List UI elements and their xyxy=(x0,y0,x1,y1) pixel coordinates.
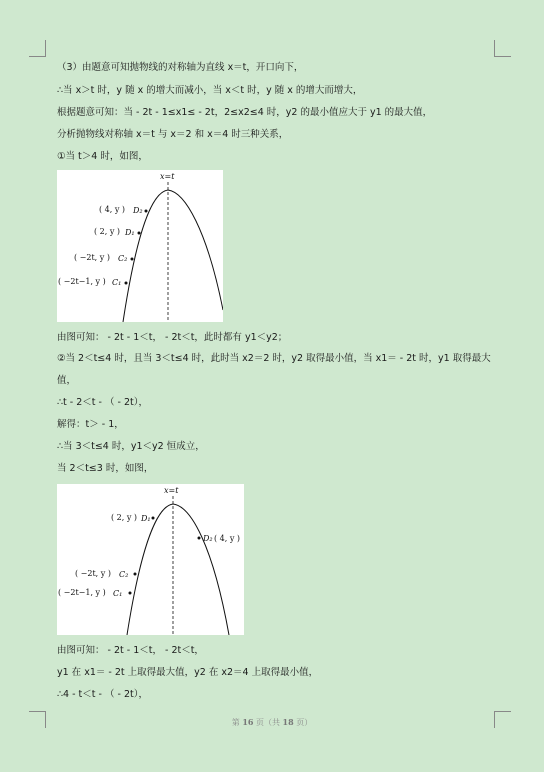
label-p1: ( 4, y ) xyxy=(99,205,126,214)
point-c1 xyxy=(129,592,132,595)
footer-suffix: 页） xyxy=(296,718,313,727)
text-line-6: 由图可知： - 2t - 1＜t， - 2t＜t，此时都有 y1＜y2； xyxy=(57,332,288,343)
point-c1 xyxy=(125,282,128,285)
label-p4: ( −2t−1, y ) xyxy=(58,588,106,597)
text-line-4: 分析抛物线对称轴 x＝t 与 x＝2 和 x＝4 时三种关系， xyxy=(57,129,289,140)
text-line-5: ①当 t＞4 时，如图， xyxy=(57,151,148,162)
label-p2-name: D₂ xyxy=(203,534,213,543)
page-footer xyxy=(0,717,544,728)
text-line-8: 值， xyxy=(57,375,77,386)
label-p1-name: D₂ xyxy=(133,206,143,215)
point-c2 xyxy=(131,258,134,261)
parabola-figure-1 xyxy=(57,170,223,322)
label-p4: ( −2t−1, y ) xyxy=(58,277,106,286)
text-line-13: 由图可知： - 2t - 1＜t， - 2t＜t， xyxy=(57,645,204,656)
label-p2: ( 4, y ) xyxy=(214,534,241,543)
text-line-2: ∴当 x＞t 时，y 随 x 的增大而减小，当 x＜t 时，y 随 x 的增大而增大， xyxy=(57,85,363,96)
label-p3-name: C₂ xyxy=(119,570,129,579)
axis-label: x=t xyxy=(160,172,175,181)
label-p1: ( 2, y ) xyxy=(111,513,138,522)
label-p1-name: D₁ xyxy=(141,514,151,523)
text-line-9: ∴t - 2＜t - （ - 2t）， xyxy=(57,397,148,408)
label-p3: ( −2t, y ) xyxy=(74,253,110,262)
text-line-3: 根据题意可知：当 - 2t - 1≤x1≤ - 2t，2≤x2≤4 时，y2 的最小值应大于 y1 的最大值， xyxy=(57,107,433,118)
label-p2-name: D₁ xyxy=(125,228,135,237)
footer-total-pages: 18 xyxy=(282,717,294,727)
footer-page-number: 16 xyxy=(242,717,254,727)
point-d1 xyxy=(152,517,155,520)
point-d2 xyxy=(145,210,148,213)
label-p3-name: C₂ xyxy=(118,254,128,263)
label-p3: ( −2t, y ) xyxy=(75,569,111,578)
parabola-curve xyxy=(127,504,229,635)
text-line-12: 当 2＜t≤3 时，如图， xyxy=(57,463,154,474)
crop-mark-top-left xyxy=(29,40,46,57)
axis-label: x=t xyxy=(164,486,179,495)
text-line-15: ∴4 - t＜t - （ - 2t）， xyxy=(57,689,148,700)
label-p4-name: C₁ xyxy=(113,589,123,598)
footer-prefix: 第 xyxy=(231,718,240,727)
point-c2 xyxy=(134,573,137,576)
text-line-11: ∴当 3＜t≤4 时，y1＜y2 恒成立， xyxy=(57,441,205,452)
footer-middle: 页（共 xyxy=(256,718,280,727)
label-p2: ( 2, y ) xyxy=(94,227,121,236)
text-line-10: 解得：t＞ - 1， xyxy=(57,419,124,430)
label-p4-name: C₁ xyxy=(112,278,122,287)
text-line-7: ②当 2＜t≤4 时，且当 3＜t≤4 时，此时当 x2＝2 时，y2 取得最小值，当 x1＝ - 2t 时，y1 取得最大 xyxy=(57,353,491,364)
text-line-1: （3）由题意可知抛物线的对称轴为直线 x＝t，开口向下， xyxy=(57,62,304,73)
crop-mark-top-right xyxy=(494,40,511,57)
text-line-14: y1 在 x1＝ - 2t 上取得最大值，y2 在 x2＝4 上取得最小值， xyxy=(57,667,319,678)
point-d2 xyxy=(198,537,201,540)
point-d1 xyxy=(138,232,141,235)
parabola-figure-2 xyxy=(57,484,244,635)
